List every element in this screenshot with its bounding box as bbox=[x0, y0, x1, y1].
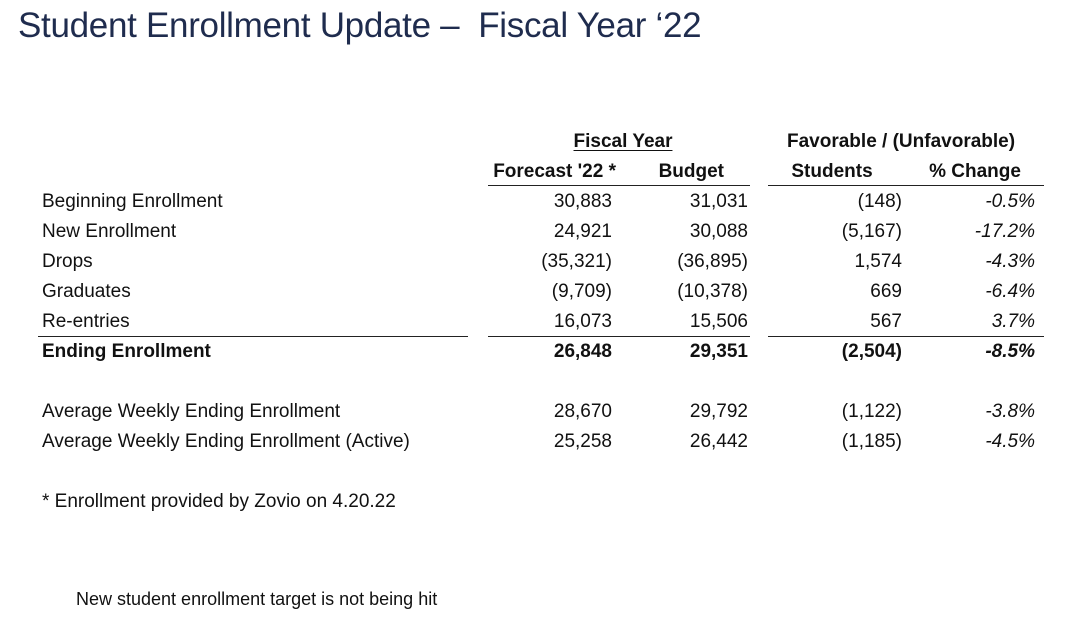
budget-value: 26,442 bbox=[689, 431, 748, 452]
forecast-value: 24,921 bbox=[553, 221, 612, 242]
students-value: 669 bbox=[870, 281, 902, 302]
row-label: Ending Enrollment bbox=[42, 341, 211, 362]
pct-change-value: -17.2% bbox=[974, 221, 1035, 242]
pct-change-value: -6.4% bbox=[985, 281, 1035, 302]
forecast-value: 28,670 bbox=[553, 401, 612, 422]
forecast-value: 30,883 bbox=[553, 191, 612, 212]
forecast-value: 25,258 bbox=[553, 431, 612, 452]
row-label: Average Weekly Ending Enrollment bbox=[42, 401, 341, 422]
budget-value: 15,506 bbox=[689, 311, 748, 332]
budget-value: (36,895) bbox=[677, 251, 748, 272]
fiscal-year-header: Fiscal Year bbox=[573, 131, 673, 152]
students-value: (148) bbox=[857, 191, 902, 212]
forecast-value: (35,321) bbox=[541, 251, 612, 272]
budget-value: 31,031 bbox=[689, 191, 748, 212]
budget-value: (10,378) bbox=[677, 281, 748, 302]
students-value: (2,504) bbox=[841, 341, 902, 362]
students-value: (5,167) bbox=[841, 221, 902, 242]
pct-change-value: -0.5% bbox=[985, 191, 1035, 212]
favorable-unfavorable-header: Favorable / (Unfavorable) bbox=[787, 131, 1016, 152]
forecast-value: 16,073 bbox=[553, 311, 612, 332]
column-header-students: Students bbox=[791, 161, 873, 182]
row-label: Drops bbox=[42, 251, 93, 272]
fiscal-year-columns-rule bbox=[488, 185, 750, 186]
total-rule-labels bbox=[38, 336, 468, 337]
budget-value: 30,088 bbox=[689, 221, 748, 242]
slide-title: Student Enrollment Update – Fiscal Year ‘22 bbox=[18, 6, 702, 45]
column-header-budget: Budget bbox=[658, 161, 724, 182]
row-label: Average Weekly Ending Enrollment (Active) bbox=[42, 431, 410, 452]
pct-change-value: -4.3% bbox=[985, 251, 1035, 272]
pct-change-value: -3.8% bbox=[985, 401, 1035, 422]
row-label: Re-entries bbox=[42, 311, 130, 332]
variance-columns-rule bbox=[768, 185, 1044, 186]
column-header-pct-change: % Change bbox=[929, 161, 1021, 182]
forecast-value: (9,709) bbox=[551, 281, 612, 302]
students-value: (1,122) bbox=[841, 401, 902, 422]
students-value: 567 bbox=[870, 311, 902, 332]
forecast-value: 26,848 bbox=[553, 341, 612, 362]
budget-value: 29,351 bbox=[689, 341, 748, 362]
budget-value: 29,792 bbox=[689, 401, 748, 422]
students-value: 1,574 bbox=[854, 251, 902, 272]
row-label: Graduates bbox=[42, 281, 131, 302]
pct-change-value: 3.7% bbox=[991, 311, 1035, 332]
total-rule-variance bbox=[768, 336, 1044, 337]
total-rule-fiscal bbox=[488, 336, 750, 337]
pct-change-value: -8.5% bbox=[985, 341, 1035, 362]
pct-change-value: -4.5% bbox=[985, 431, 1035, 452]
row-label: New Enrollment bbox=[42, 221, 177, 242]
row-label: Beginning Enrollment bbox=[42, 191, 223, 212]
students-value: (1,185) bbox=[841, 431, 902, 452]
column-header-forecast: Forecast '22 * bbox=[493, 161, 616, 182]
slide-comment: New student enrollment target is not being hit bbox=[76, 589, 438, 609]
footnote: * Enrollment provided by Zovio on 4.20.22 bbox=[42, 491, 396, 512]
